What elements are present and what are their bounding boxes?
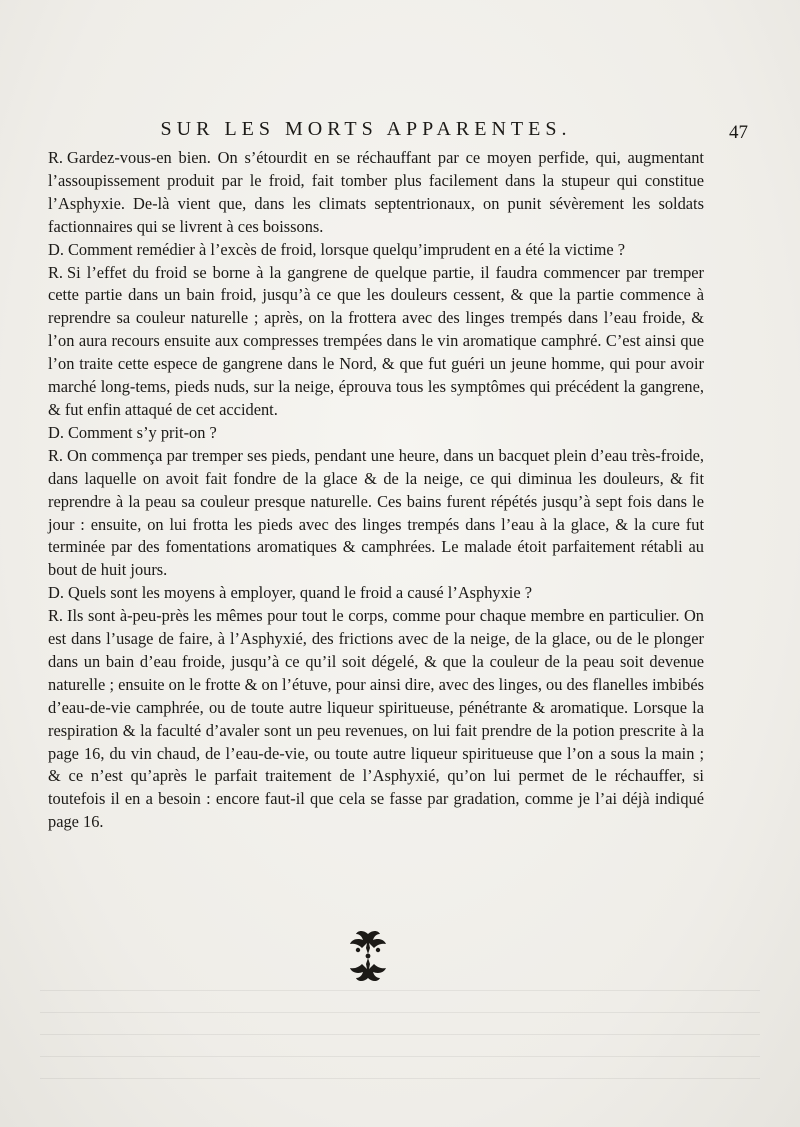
paragraph-reponse-2 xyxy=(48,262,704,422)
page-number: 47 xyxy=(729,122,748,143)
speaker-label: D. xyxy=(48,583,64,603)
paragraph-demande-3 xyxy=(48,582,704,605)
body-text xyxy=(48,147,704,834)
paragraph-text: Gardez-vous-en bien. On s’étourdit en se réchauffant par ce moyen perfide, qui, augmentant l’assoupissement produit par le froid, fait tomber plus facilement dans la stupeur qui constitue l’Asphyxie. De-là vient que, dans les climats septentrionaux, on punit sévèrement les soldats factionnaires qui se livrent à ces boissons. xyxy=(48,148,704,236)
speaker-label: R. xyxy=(48,606,64,626)
fleuron-ornament-icon xyxy=(336,928,400,984)
paragraph-text: On commença par tremper ses pieds, pendant une heure, dans un bacquet plein d’eau très-froide, dans laquelle on avoit fait fondre de la glace & de la neige, ce qui diminua les douleurs, & fit reprendre à la peau sa couleur presque naturelle. Ces bains furent répétés jusqu’à sept fois dans le jour : ensuite, on lui frotta les pieds avec des linges trempés dans l’eau à la glace, & la cure fut terminée par des fomentations aromatiques & camphrées. Le malade étoit parfaitement rétabli au bout de huit jours. xyxy=(48,445,704,580)
page-header xyxy=(48,118,748,148)
faint-show-through xyxy=(40,990,760,1100)
running-title: SUR LES MORTS APPARENTES. xyxy=(160,118,572,140)
paragraph-reponse-1 xyxy=(48,147,704,239)
speaker-label: D. xyxy=(48,422,64,442)
paragraph-text: Comment remédier à l’excès de froid, lorsque quelqu’imprudent en a été la victime ? xyxy=(67,239,626,259)
speaker-label: R. xyxy=(48,445,64,465)
paragraph-demande-1 xyxy=(48,239,704,262)
speaker-label: R. xyxy=(48,262,64,282)
speaker-label: R. xyxy=(48,148,64,167)
paragraph-reponse-3 xyxy=(48,445,704,582)
paragraph-demande-2 xyxy=(48,422,704,445)
speaker-label: D. xyxy=(48,239,64,259)
paragraph-text: Si l’effet du froid se borne à la gangrene de quelque partie, il faudra commencer par tremper cette partie dans un bain froid, jusqu’à ce que les douleurs cessent, & que la partie commence à reprendre sa couleur naturelle ; après, on la frottera avec des linges trempés dans l’eau froide, & l’on aura recours ensuite aux compresses trempées dans le vin aromatique camphré. C’est ainsi que l’on traite cette espece de gangrene dans le Nord, & que fut guéri un jeune homme, qui pour avoir marché long-tems, pieds nuds, sur la neige, éprouva tous les symptômes qui précédent la gangrene, & fut enfin attaqué de cet accident. xyxy=(48,262,704,419)
paragraph-text: Comment s’y prit-on ? xyxy=(67,422,217,442)
paragraph-text: Ils sont à-peu-près les mêmes pour tout le corps, comme pour chaque membre en particulier. On est dans l’usage de faire, à l’Asphyxié, des frictions avec de la neige, de la glace, ou de le plonger dans un bain d’eau froide, jusqu’à ce qu’il soit dégelé, & que la couleur de la peau soit devenue naturelle ; ensuite on le frotte & on l’étuve, pour ainsi dire, avec des linges, ou des flanelles imbibés d’eau-de-vie camphrée, ou de toute autre liqueur spiritueuse, pénétrante & aromatique. Lorsque la respiration & la faculté d’avaler sont un peu revenues, on lui fait prendre de la potion prescrite à la page 16, du vin chaud, de l’eau-de-vie, ou toute autre liqueur spiritueuse que l’on a sous la main ; & ce n’est qu’après le parfait traitement de l’Asphyxié, qu’on lui permet de le réchauffer, si toutefois il en a besoin : encore faut-il que cela se fasse par gradation, comme je l’ai déjà indiqué page 16. xyxy=(48,606,704,832)
paragraph-reponse-4 xyxy=(48,605,704,834)
paragraph-text: Quels sont les moyens à employer, quand le froid a causé l’Asphyxie ? xyxy=(67,583,533,603)
